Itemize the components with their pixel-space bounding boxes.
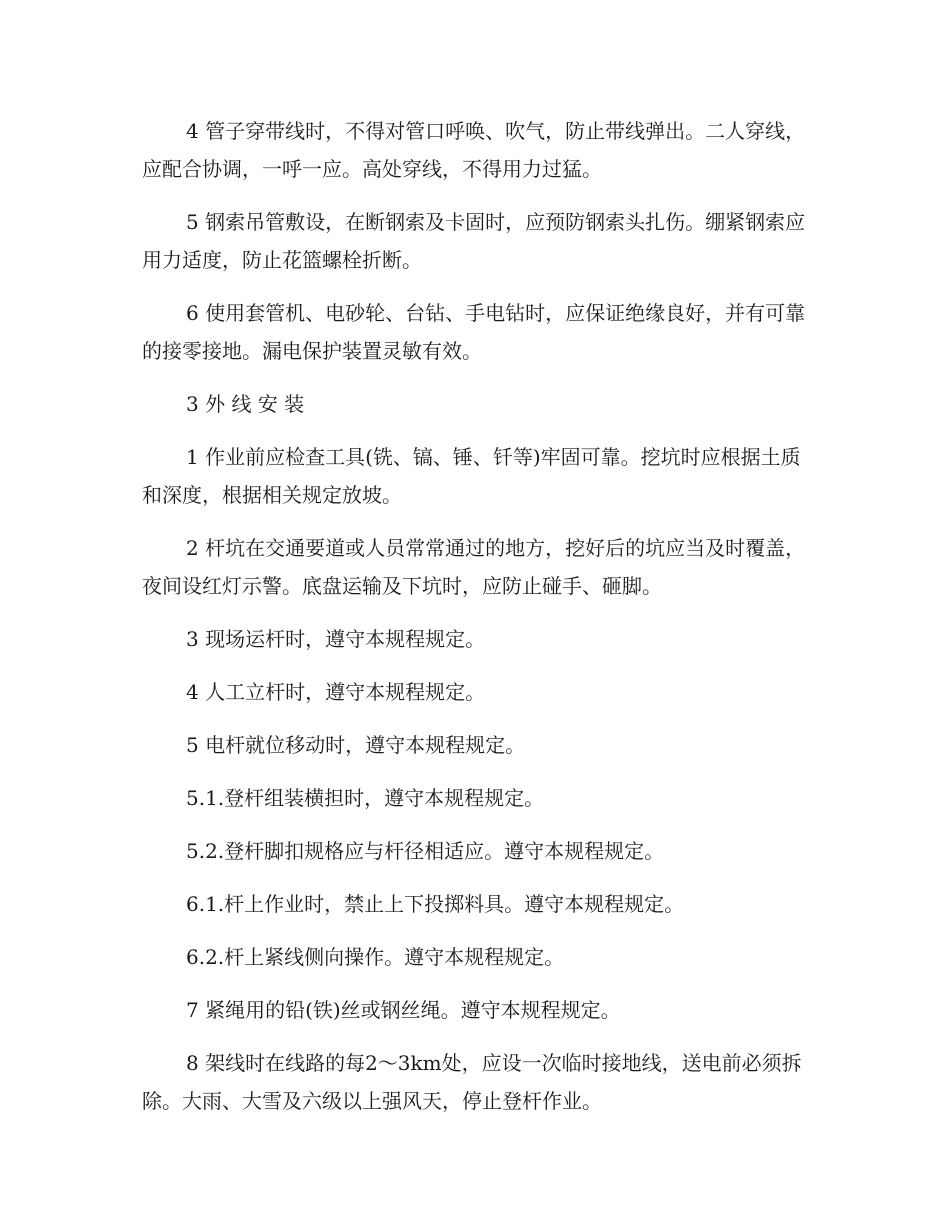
document-body xyxy=(142,112,806,1135)
paragraph-2-pit-cover: 2 杆坑在交通要道或人员常常通过的地方，挖好后的坑应当及时覆盖，夜间设红灯示警。底盘运输及下坑时，应防止碰手、砸脚。 xyxy=(142,536,806,598)
paragraph-4-pole-erection: 4 人工立杆时，遵守本规程规定。 xyxy=(186,680,486,704)
paragraph-6-2-tensioning: 6.2.杆上紧线侧向操作。遵守本规程规定。 xyxy=(186,945,565,969)
paragraph-3-pole-transport: 3 现场运杆时，遵守本规程规定。 xyxy=(186,627,486,651)
section-heading-external-line: 3 外 线 安 装 xyxy=(186,392,305,416)
paragraph-6-1-no-throwing: 6.1.杆上作业时，禁止上下投掷料具。遵守本规程规定。 xyxy=(186,892,685,916)
paragraph-6-power-tools: 6 使用套管机、电砂轮、台钻、手电钻时，应保证绝缘良好，并有可靠的接零接地。漏电保护装置灵敏有效。 xyxy=(142,301,806,363)
paragraph-5-steel-cable: 5 钢索吊管敷设，在断钢索及卡固时，应预防钢索头扎伤。绷紧钢索应用力适度，防止花篮螺栓折断。 xyxy=(142,210,806,272)
paragraph-4-threading: 4 管子穿带线时，不得对管口呼唤、吹气，防止带线弹出。二人穿线，应配合协调，一呼一应。高处穿线，不得用力过猛。 xyxy=(142,119,806,181)
paragraph-7-wire-rope: 7 紧绳用的铅(铁)丝或钢丝绳。遵守本规程规定。 xyxy=(186,998,621,1022)
paragraph-5-2-climbers: 5.2.登杆脚扣规格应与杆径相适应。遵守本规程规定。 xyxy=(186,839,665,863)
paragraph-5-pole-positioning: 5 电杆就位移动时，遵守本规程规定。 xyxy=(186,733,526,757)
paragraph-1-tool-check: 1 作业前应检查工具(铣、镐、锤、钎等)牢固可靠。挖坑时应根据土质和深度，根据相关规定放坡。 xyxy=(142,445,801,507)
paragraph-5-1-crossarm: 5.1.登杆组装横担时，遵守本规程规定。 xyxy=(186,786,545,810)
paragraph-8-grounding: 8 架线时在线路的每2～3km处，应设一次临时接地线，送电前必须拆除。大雨、大雪及六级以上强风天，停止登杆作业。 xyxy=(142,1051,802,1113)
